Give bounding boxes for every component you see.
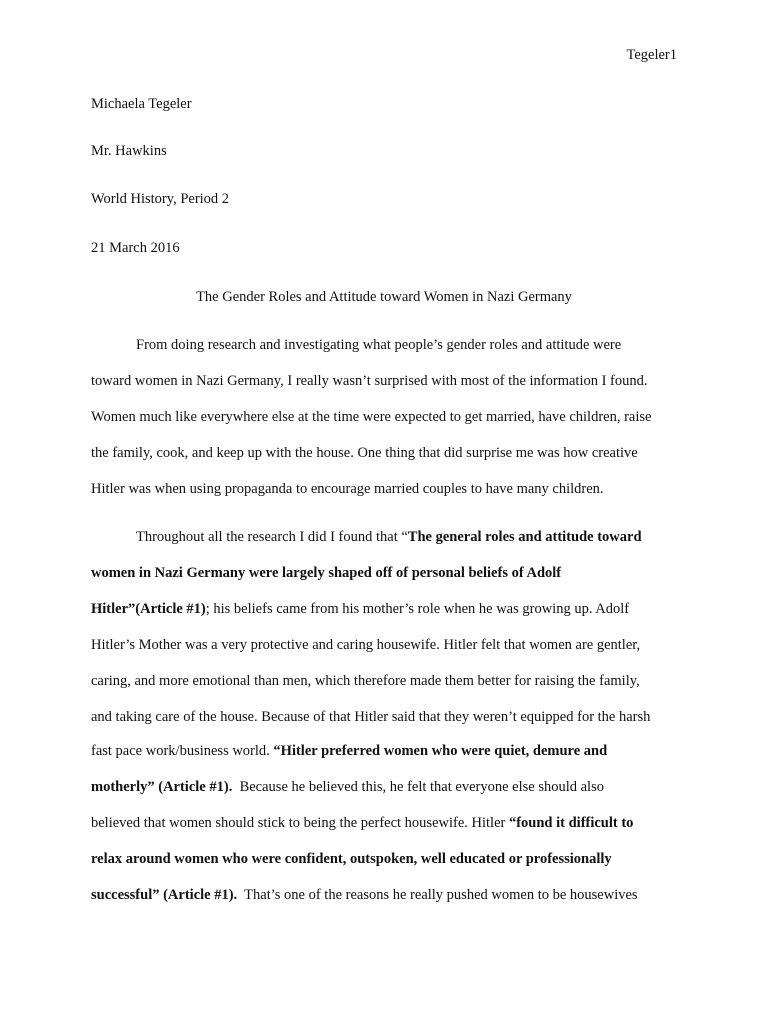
text-run: ; his beliefs came from his mother’s role when he was growing up. Adolf [205, 601, 630, 617]
paragraph2-line [91, 599, 629, 619]
course-name: World History, Period 2 [91, 191, 230, 207]
quoted-text: “found it difficult to [508, 815, 634, 831]
student-name: Michaela Tegeler [91, 96, 192, 112]
paragraph1-line: toward women in Nazi Germany, I really wasn’t surprised with most of the information I found. [91, 373, 648, 389]
paragraph2-line [91, 741, 607, 761]
paragraph1-line: the family, cook, and keep up with the house. One thing that did surprise me was how creative [91, 445, 638, 461]
citation-text: motherly” (Article #1). [91, 779, 233, 795]
paragraph2-line [91, 813, 633, 833]
essay-title: The Gender Roles and Attitude toward Women in Nazi Germany [196, 289, 572, 305]
essay-date: 21 March 2016 [91, 240, 180, 256]
quoted-text: women in Nazi Germany were largely shaped off of personal beliefs of Adolf [91, 565, 562, 581]
paragraph2-line [91, 777, 604, 797]
teacher-name: Mr. Hawkins [91, 143, 167, 159]
quoted-text: “Hitler preferred women who were quiet, demure and [273, 743, 608, 759]
paragraph1-line: Women much like everywhere else at the time were expected to get married, have children, raise [91, 409, 652, 425]
citation-text: successful” (Article #1). [91, 887, 238, 903]
paragraph2-line: and taking care of the house. Because of that Hitler said that they weren’t equipped for the harsh [91, 709, 651, 725]
text-run: That’s one of the reasons he really pushed women to be housewives [237, 887, 638, 903]
text-run: believed that women should stick to being the perfect housewife. Hitler [91, 815, 509, 831]
paragraph2-line: caring, and more emotional than men, which therefore made them better for raising the family, [91, 673, 640, 689]
paragraph2-line [91, 885, 638, 905]
text-run: fast pace work/business world. [91, 743, 274, 759]
paragraph2-line [91, 849, 612, 869]
quoted-text: relax around women who were confident, outspoken, well educated or professionally [91, 851, 612, 867]
citation-text: Hitler”(Article #1) [91, 601, 206, 617]
quoted-text: The general roles and attitude toward [407, 529, 642, 545]
paragraph2-line [136, 527, 642, 547]
text-run: Because he believed this, he felt that everyone else should also [232, 779, 604, 795]
paragraph2-line: Hitler’s Mother was a very protective and caring housewife. Hitler felt that women are gentler, [91, 637, 641, 653]
running-head: Tegeler1 [626, 47, 677, 63]
paragraph2-line [91, 563, 561, 583]
paragraph1-line: Hitler was when using propaganda to encourage married couples to have many children. [91, 481, 604, 497]
text-run: Throughout all the research I did I found that “ [136, 529, 408, 545]
paragraph1-line: From doing research and investigating what people’s gender roles and attitude were [136, 337, 622, 353]
